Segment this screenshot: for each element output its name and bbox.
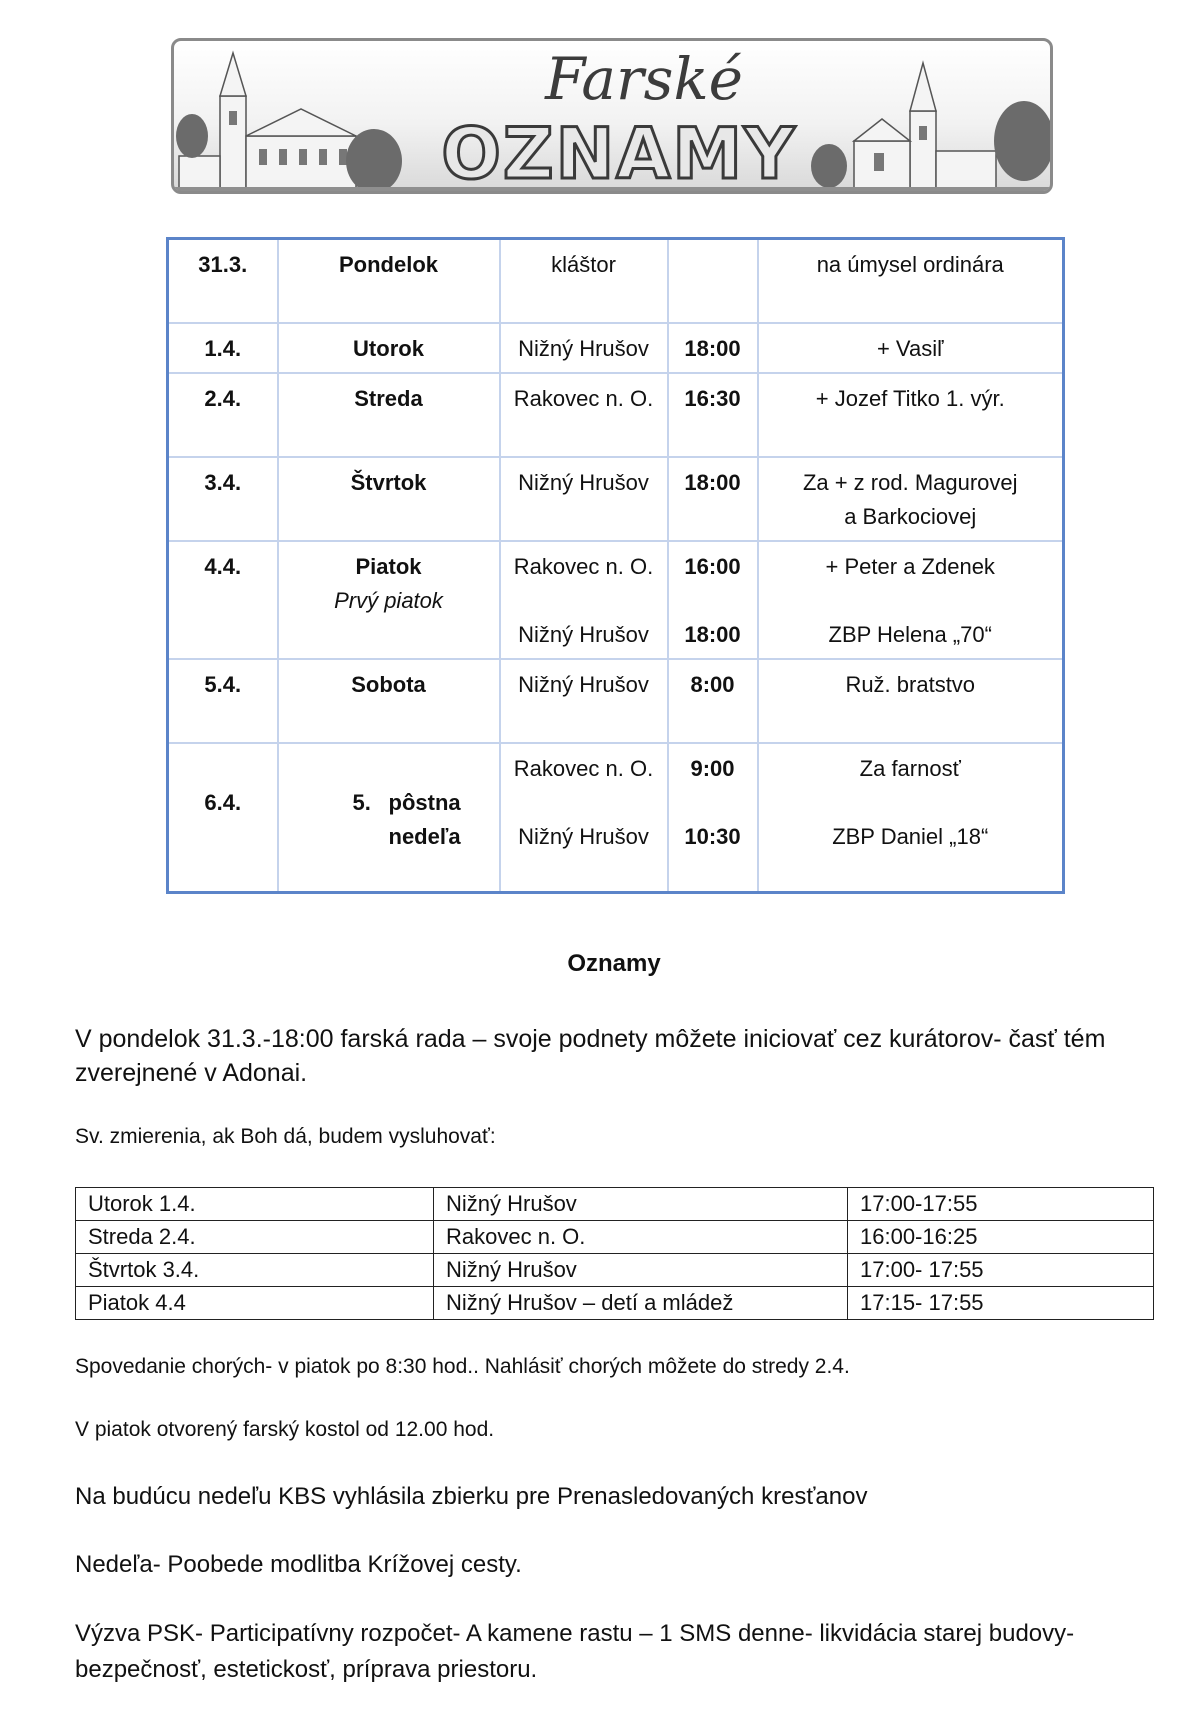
day-label: pôstna [388,789,461,815]
confession-day: Štvrtok 3.4. [76,1254,434,1287]
confession-day: Streda 2.4. [76,1221,434,1254]
intent-line-2: ZBP Daniel „18“ [832,823,989,849]
intent-cell: + Vasiľ [758,323,1064,373]
stations-of-cross-note: Nedeľa- Poobede modlitba Krížovej cesty. [75,1551,522,1578]
table-row [168,541,1064,659]
confession-day: Piatok 4.4 [76,1287,434,1320]
table-row [168,659,1064,743]
intent-line-2: ZBP Helena „70“ [828,621,992,647]
table-row [168,323,1064,373]
confession-day: Utorok 1.4. [76,1188,434,1221]
intent-line-2: a Barkociovej [844,503,977,529]
time-cell: 18:00 [668,323,758,373]
place-cell [500,743,668,893]
council-announcement: V pondelok 31.3.-18:00 farská rada – svoje podnety môžete iniciovať cez kurátorov- časť tém zverejnené v Adonai. [75,1025,1106,1087]
place-line-1: Rakovec n. O. [513,553,654,579]
place-line-2: Nižný Hrušov [518,823,649,849]
table-row [168,373,1064,457]
place-cell: Nižný Hrušov [500,457,668,541]
intent-cell [758,541,1064,659]
day-cell: Sobota [278,659,500,743]
time-line-2: 18:00 [684,621,741,647]
place-cell: Rakovec n. O. [500,373,668,457]
table-row [76,1254,1154,1287]
day-label: Piatok [355,553,422,579]
time-line-1: 16:00 [684,553,741,579]
place-line-2: Nižný Hrušov [518,621,649,647]
sick-confession-note: Spovedanie chorých- v piatok po 8:30 hod.. Nahlásiť chorých môžete do stredy 2.4. [75,1355,850,1378]
time-line-2: 10:30 [684,823,741,849]
banner-title-farske: Farské [545,45,743,113]
confession-place: Nižný Hrušov [434,1188,848,1221]
table-row [168,457,1064,541]
intent-cell [758,743,1064,893]
date-cell: 3.4. [168,457,278,541]
intent-line-1: + Peter a Zdenek [825,553,995,579]
day-cell [278,541,500,659]
table-row [168,239,1064,323]
confession-time: 17:15- 17:55 [848,1287,1154,1320]
collection-note: Na budúcu nedeľu KBS vyhlásila zbierku pre Prenasledovaných kresťanov [75,1483,868,1510]
table-row [168,743,1064,893]
confession-time: 17:00-17:55 [848,1188,1154,1221]
announcements-heading: Oznamy [567,950,661,977]
intent-cell: na úmysel ordinára [758,239,1064,323]
psk-budget-note: Výzva PSK- Participatívny rozpočet- A kamene rastu – 1 SMS denne- likvidácia starej budovy- bezpečnosť, estetickosť, príprava priestoru. [75,1620,1075,1683]
mass-schedule-table [166,237,1065,894]
place-cell: Nižný Hrušov [500,659,668,743]
day-cell: Streda [278,373,500,457]
confession-place: Nižný Hrušov [434,1254,848,1287]
intent-line-1: Za farnosť [859,755,961,781]
confession-place: Rakovec n. O. [434,1221,848,1254]
place-cell [500,541,668,659]
confession-place: Nižný Hrušov – detí a mládež [434,1287,848,1320]
place-line-1: Rakovec n. O. [513,755,654,781]
table-row [76,1221,1154,1254]
date-cell [168,743,278,893]
time-cell: 16:30 [668,373,758,457]
table-row [76,1287,1154,1320]
church-open-note: V piatok otvorený farský kostol od 12.00 hod. [75,1418,495,1441]
confession-table [75,1187,1154,1320]
intent-cell: Ruž. bratstvo [758,659,1064,743]
time-cell [668,743,758,893]
date-cell: 2.4. [168,373,278,457]
confession-intro: Sv. zmierenia, ak Boh dá, budem vysluhovať: [75,1125,496,1148]
time-cell: 18:00 [668,457,758,541]
time-line-1: 9:00 [690,755,735,781]
day-label-2: nedeľa [388,823,461,849]
date-cell: 5.4. [168,659,278,743]
day-cell: Utorok [278,323,500,373]
place-cell: Nižný Hrušov [500,323,668,373]
time-cell [668,541,758,659]
table-row [76,1188,1154,1221]
confession-time: 16:00-16:25 [848,1221,1154,1254]
banner-title-oznamy: OZNAMY [441,113,797,194]
intent-cell [758,457,1064,541]
intent-cell: + Jozef Titko 1. výr. [758,373,1064,457]
day-cell: Pondelok [278,239,500,323]
intent-line-1: Za + z rod. Magurovej [802,469,1018,495]
date-cell: 1.4. [168,323,278,373]
day-sublabel: Prvý piatok [334,587,443,613]
date-cell: 31.3. [168,239,278,323]
time-cell: 8:00 [668,659,758,743]
confession-time: 17:00- 17:55 [848,1254,1154,1287]
date-label: 6.4. [204,789,242,815]
time-cell [668,239,758,323]
header-banner [171,38,1053,194]
place-cell: kláštor [500,239,668,323]
day-cell [278,743,500,893]
day-cell: Štvrtok [278,457,500,541]
date-cell: 4.4. [168,541,278,659]
day-number: 5. [352,789,371,815]
